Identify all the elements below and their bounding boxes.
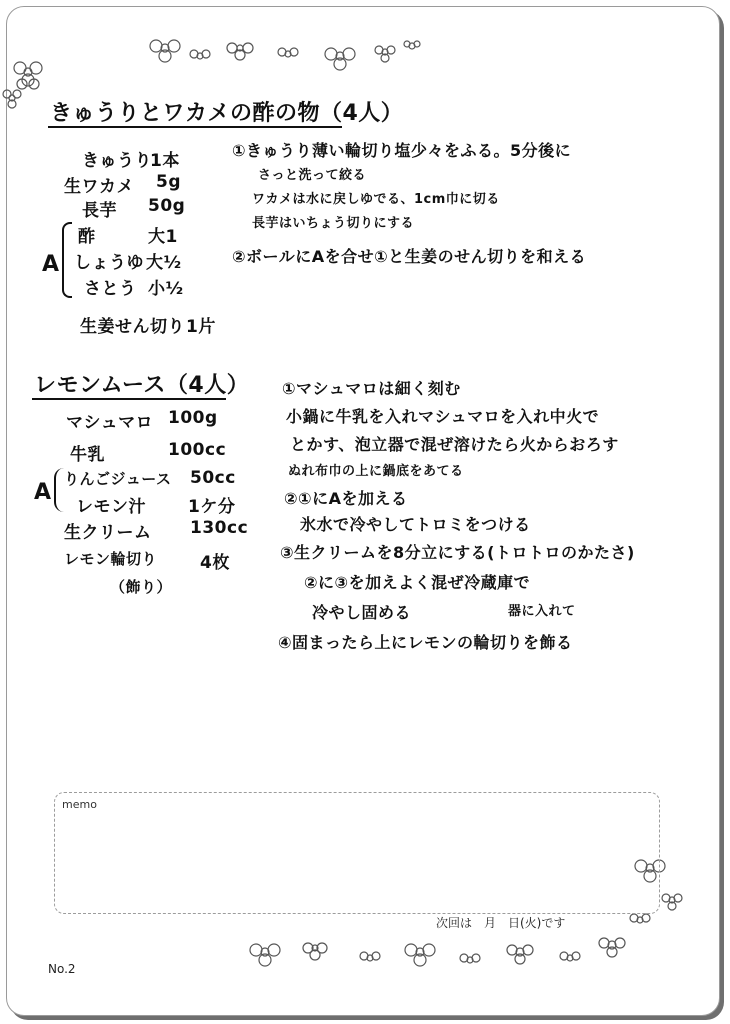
ingredient-amount: 130cc [190,518,249,538]
ingredient-name: さとう [84,279,137,299]
recipe1-step: ②ボールにAを合せ①と生姜のせん切りを和える [232,247,587,266]
recipe2-step-insert: 器に入れて [508,604,576,619]
page-number: No.2 [48,962,76,976]
ingredient-amount: 100cc [168,440,227,460]
recipe2-step: ②①にAを加える [284,489,408,508]
ingredient-amount: 50g [148,196,186,216]
ingredient-amount: 1本 [150,151,180,171]
recipe1-step: ワカメは水に戻しゆでる、1cm巾に切る [252,192,500,207]
recipe2-step: とかす、泡立器で混ぜ溶けたら火からおろす [290,435,619,454]
group-label-a: A [34,480,52,505]
ingredient-name: レモン輪切り [64,550,158,568]
recipe2-step: 小鍋に牛乳を入れマシュマロを入れ中火で [286,407,600,426]
ingredient-note: （飾り） [110,578,173,596]
ingredient-name: しょうゆ [74,253,144,273]
ingredient-amount: 小½ [148,279,184,299]
next-visit-text: 次回は 月 日(火)です [436,916,566,930]
memo-box [54,792,660,914]
recipe2-step: ④固まったら上にレモンの輪切りを飾る [278,633,573,652]
ingredient-amount: 100g [168,408,218,428]
recipe2-title-underline [32,398,226,400]
ingredient-amount: 5g [156,172,181,192]
recipe2-step: ②に③を加えよく混ぜ冷蔵庫で [304,573,531,592]
recipe2-step: ①マシュマロは細く刻む [282,379,461,398]
ingredient-name: 酢 [78,227,96,247]
ingredient-name: 長芋 [82,201,117,221]
ingredient-name: きゅうり [82,151,152,171]
ingredient-name: 生ワカメ [64,177,134,197]
recipe2-step: ③生クリームを8分立にする(トロトロのかたさ) [280,543,635,562]
recipe1-step: 長芋はいちょう切りにする [252,216,415,231]
group-label-a: A [42,252,60,277]
group-bracket [62,222,72,298]
recipe1-title-underline [48,126,342,128]
recipe2-step: 冷やし固める [312,603,412,622]
recipe2-step: ぬれ布巾の上に鍋底をあてる [288,464,464,479]
ingredient-name: 生姜せん切り [80,317,185,337]
ingredient-name: 牛乳 [70,445,105,465]
group-bracket [54,468,64,512]
recipe1-step: ①きゅうり薄い輪切り塩少々をふる。5分後に [232,141,572,160]
ingredient-name: りんごジュース [64,470,172,488]
recipe1-title: きゅうりとワカメの酢の物（4人） [50,101,404,126]
memo-label: memo [62,798,97,811]
ingredient-amount: 1片 [186,317,216,337]
recipe2-title: レモンムース（4人） [34,373,250,398]
ingredient-name: レモン汁 [76,497,146,517]
ingredient-amount: 大½ [146,253,182,273]
recipe2-step: 氷水で冷やしてトロミをつける [300,515,531,534]
ingredient-name: マシュマロ [66,413,154,433]
recipe1-step: さっと洗って絞る [258,168,367,183]
ingredient-amount: 50cc [190,468,236,488]
ingredient-name: 生クリーム [64,523,152,543]
ingredient-amount: 4枚 [200,553,230,573]
ingredient-amount: 1ケ分 [188,497,236,517]
ingredient-amount: 大1 [148,227,178,247]
